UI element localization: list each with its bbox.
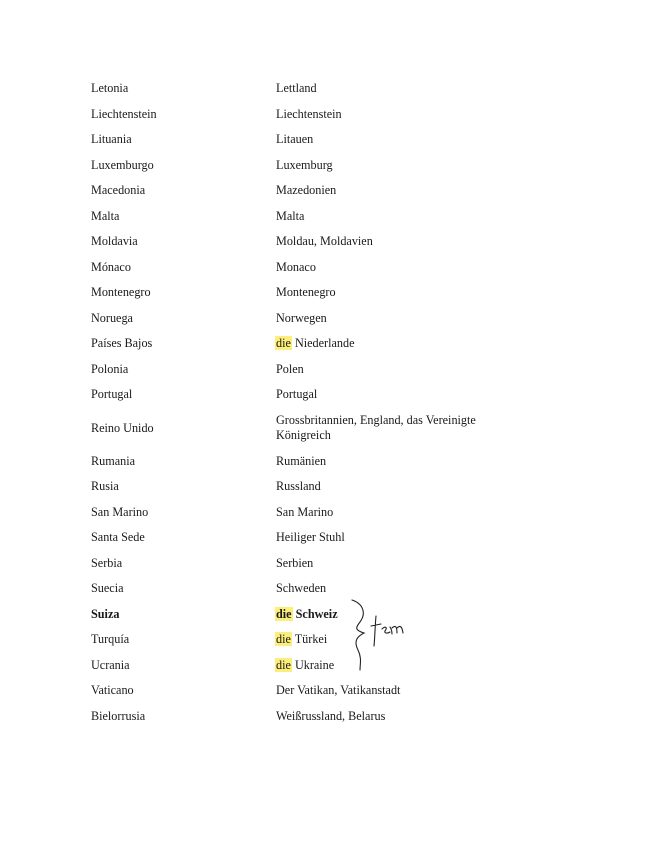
spanish-country-name: Portugal	[91, 387, 133, 402]
german-country-name: Portugal	[276, 387, 318, 402]
german-country-name: Weißrussland, Belarus	[276, 708, 386, 723]
spanish-country-name: Suecia	[91, 581, 124, 596]
german-country-name: Heiliger Stuhl	[276, 530, 345, 545]
table-row	[91, 76, 506, 102]
german-country-name-cell	[276, 76, 506, 102]
highlighted-article: die	[276, 336, 291, 351]
german-country-name: Malta	[276, 208, 305, 223]
german-country-name-cell	[276, 255, 506, 281]
table-row	[91, 255, 506, 281]
handwritten-brace-annotation	[344, 596, 414, 672]
german-country-name-cell	[276, 382, 506, 408]
table-row	[91, 653, 506, 679]
spanish-country-name: Noruega	[91, 310, 133, 325]
spanish-country-name: Montenegro	[91, 285, 151, 300]
table-row	[91, 178, 506, 204]
german-country-name: Schweden	[276, 581, 327, 596]
spanish-country-name: Moldavia	[91, 234, 138, 249]
german-country-name: Luxemburg	[276, 157, 333, 172]
table-row	[91, 127, 506, 153]
german-country-name-cell	[276, 357, 506, 383]
spanish-country-name: Letonia	[91, 81, 129, 96]
table-row	[91, 449, 506, 475]
table-row	[91, 280, 506, 306]
german-country-name: Mazedonien	[276, 183, 337, 198]
german-country-name: Niederlande	[291, 336, 355, 351]
spanish-country-name: Luxemburgo	[91, 157, 154, 172]
table-row	[91, 500, 506, 526]
table-row	[91, 306, 506, 332]
german-country-name-cell	[276, 280, 506, 306]
country-table	[91, 76, 506, 729]
german-country-name-cell	[276, 204, 506, 230]
german-country-name: Litauen	[276, 132, 314, 147]
table-row	[91, 474, 506, 500]
german-country-name: Liechtenstein	[276, 106, 342, 121]
german-country-name-cell	[276, 408, 506, 449]
german-country-name: Der Vatikan, Vatikanstadt	[276, 683, 401, 698]
spanish-country-name: Rumania	[91, 453, 136, 468]
german-country-name-cell	[276, 474, 506, 500]
highlighted-article: die	[276, 632, 291, 647]
german-country-name-cell	[276, 551, 506, 577]
table-row	[91, 551, 506, 577]
spanish-country-name: Serbia	[91, 555, 123, 570]
spanish-country-name: Países Bajos	[91, 336, 153, 351]
spanish-country-name: San Marino	[91, 504, 149, 519]
german-country-name: Ukraine	[291, 657, 335, 672]
table-row	[91, 102, 506, 128]
spanish-country-name: Vaticano	[91, 683, 134, 698]
german-country-name-cell	[276, 102, 506, 128]
spanish-country-name: Ucrania	[91, 657, 130, 672]
german-country-name-cell	[276, 127, 506, 153]
table-row	[91, 382, 506, 408]
german-country-name: Serbien	[276, 555, 314, 570]
german-country-name-cell	[276, 449, 506, 475]
table-row	[91, 704, 506, 730]
german-country-name: Monaco	[276, 259, 316, 274]
table-row	[91, 576, 506, 602]
table-row	[91, 525, 506, 551]
table-row	[91, 153, 506, 179]
german-country-name-cell	[276, 500, 506, 526]
table-row	[91, 204, 506, 230]
spanish-country-name: Liechtenstein	[91, 106, 157, 121]
table-row	[91, 627, 506, 653]
spanish-country-name: Rusia	[91, 479, 119, 494]
table-row	[91, 229, 506, 255]
german-country-name-cell	[276, 178, 506, 204]
highlighted-article: die	[276, 606, 292, 621]
spanish-country-name: Turquía	[91, 632, 130, 647]
german-country-name-cell	[276, 525, 506, 551]
german-country-name: Russland	[276, 479, 321, 494]
spanish-country-name: Suiza	[91, 606, 120, 621]
german-country-name: San Marino	[276, 504, 334, 519]
german-country-name-cell	[276, 153, 506, 179]
table-row	[91, 602, 506, 628]
spanish-country-name: Lituania	[91, 132, 132, 147]
table-row	[91, 357, 506, 383]
german-country-name-cell	[276, 678, 506, 704]
german-country-name: Türkei	[291, 632, 328, 647]
spanish-country-name: Reino Unido	[91, 420, 154, 435]
table-row	[91, 678, 506, 704]
german-country-name-cell	[276, 229, 506, 255]
spanish-country-name: Polonia	[91, 361, 129, 376]
german-country-name-cell	[276, 331, 506, 357]
spanish-country-name: Bielorrusia	[91, 708, 146, 723]
german-country-name: Moldau, Moldavien	[276, 234, 373, 249]
table-row	[91, 331, 506, 357]
german-country-name-cell	[276, 306, 506, 332]
highlighted-article: die	[276, 657, 291, 672]
table-row	[91, 408, 506, 449]
german-country-name: Polen	[276, 361, 304, 376]
german-country-name: Lettland	[276, 81, 317, 96]
german-country-name: Norwegen	[276, 310, 327, 325]
spanish-country-name: Santa Sede	[91, 530, 145, 545]
german-country-name: Schweiz	[292, 606, 338, 621]
german-country-name: Grossbritannien, England, das Vereinigte Königreich	[276, 413, 476, 442]
german-country-name: Montenegro	[276, 285, 336, 300]
spanish-country-name: Macedonia	[91, 183, 146, 198]
spanish-country-name: Mónaco	[91, 259, 131, 274]
german-country-name: Rumänien	[276, 453, 327, 468]
spanish-country-name: Malta	[91, 208, 120, 223]
german-country-name-cell	[276, 704, 506, 730]
